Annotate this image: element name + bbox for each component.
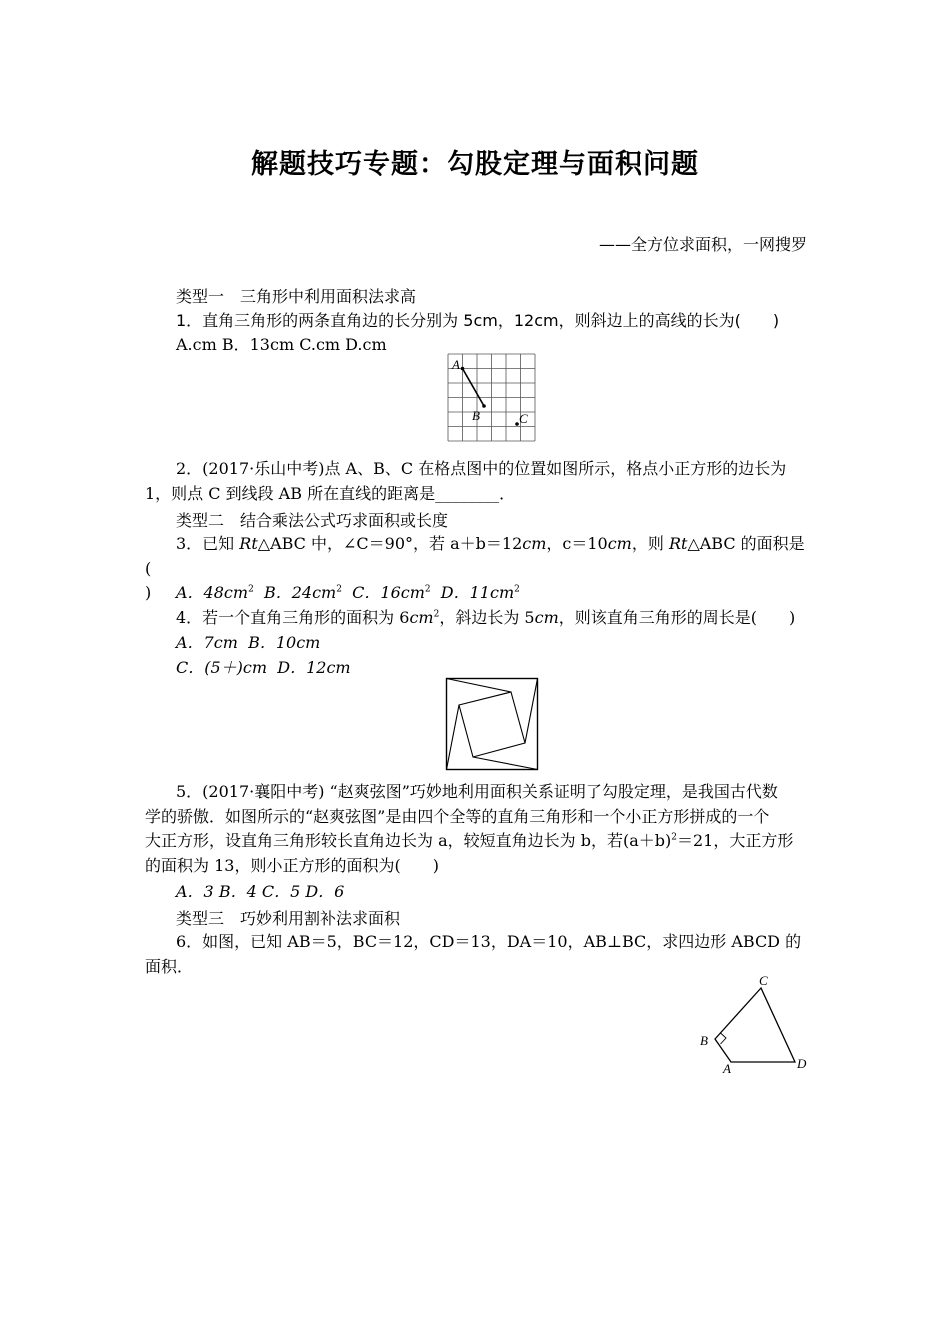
point-a (461, 367, 465, 371)
page-title: 解题技巧专题：勾股定理与面积问题 (251, 149, 699, 180)
q6-text: 6．如图，已知 AB＝5，BC＝12，CD＝13，DA＝10，AB⊥BC，求四边形 ABCD 的 面积． (145, 932, 802, 976)
label-a: A (452, 357, 460, 372)
q5-text: 5．(2017·襄阳中考) “赵爽弦图”巧妙地利用面积关系证明了勾股定理，是我国古代数 学的骄傲．如图所示的“赵爽弦图”是由四个全等的直角三角形和一个小正方形拼成的一个 大正方形，设直角三角形较长直角边长为 a，较短直角边长为 b，若$(a+b)^2=21$，大正方形 的面积为 13，则小正方形的面积为( ) (145, 782, 794, 875)
q2-text: 2．(2017·乐山中考)点 A、B、C 在格点图中的位置如图所示，格点小正方形的边长为 1，则点 C 到线段 AB 所在直线的距离是________． (145, 459, 787, 503)
grid-lines (448, 354, 535, 441)
type2-heading: 类型二 结合乘法公式巧求面积或长度 (176, 511, 449, 530)
subtitle: ——全方位求面积，一网搜罗 (598, 235, 807, 254)
label-b: B (700, 1033, 708, 1048)
type3-heading: 类型三 巧妙利用割补法求面积 (176, 909, 401, 928)
q4-options-2: C．(5＋)cm D．12cm (176, 658, 351, 677)
small-square (459, 692, 525, 757)
point-b (482, 404, 486, 408)
grid-figure (440, 348, 540, 444)
quadrilateral-abcd (715, 988, 795, 1062)
q4-options-1: A．7cm B．10cm (176, 633, 321, 652)
triangle-lines (447, 679, 538, 770)
q1-stem: 1．直角三角形的两条直角边的长分别为 5cm，12cm，则斜边上的高线的长为( ) (176, 311, 780, 330)
type1-heading: 类型一 三角形中利用面积法求高 (176, 287, 417, 306)
q4-stem: 4．若一个直角三角形的面积为 $6cm^2$，斜边长为 5cm，则该直角三角形的周长是( ) (176, 608, 796, 627)
label-c: C (759, 973, 768, 988)
q3-options: A．$48cm^2$ B．$24cm^2$ C．$16cm^2$ D．$11cm^2$ (176, 583, 520, 602)
q5-options: A．3 B．4 C．5 D．6 (176, 882, 345, 901)
zhao-shuang-diagram (445, 677, 540, 772)
big-square (447, 679, 538, 770)
right-angle-mark (721, 1033, 727, 1044)
segment-ab (463, 369, 485, 407)
label-b: B (472, 408, 480, 423)
q3-stem: 3．已知 Rt△ABC 中，∠C＝90°，若 a＋b＝12cm，c＝10cm，则 Rt△ABC 的面积是( ) (145, 534, 805, 602)
q1-options: A.cm B．13cm C.cm D.cm (176, 335, 387, 354)
label-c: C (519, 411, 528, 426)
label-a: A (723, 1061, 731, 1076)
quadrilateral-figure (695, 970, 815, 1078)
label-d: D (797, 1056, 807, 1071)
